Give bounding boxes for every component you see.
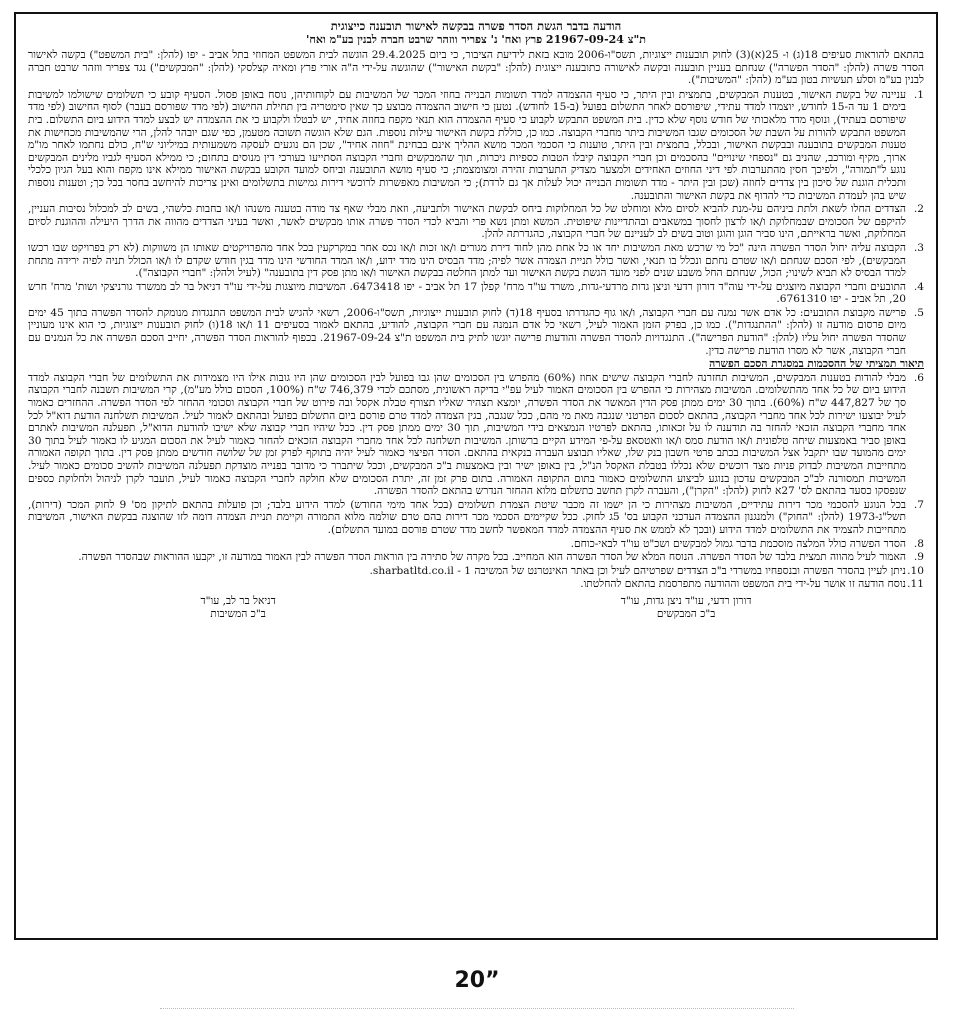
list-item (28, 578, 924, 591)
list-item (28, 551, 924, 564)
item-number: 4. (913, 280, 924, 293)
item-text: האמור לעיל מהווה תמצית בלבד של הסדר הפשרה. הנוסח המלא של הסדר הפשרה הוא המחייב. בכל מקרה של סתירה בין הוראות הסדר הפשרה לבין האמור במודעה זו, יקבעו ההוראות שבהסדר הפשרה. (78, 551, 906, 564)
notice-intro: בהתאם להוראות סעיפים 18(ג) ו- 25(א)(3) לחוק תובענות ייצוגיות, תשס"ו-2006 מובא בזאת לידיעת הציבור, כי ביום 29.4.2025 הוגשה לבית המשפט המחוזי בתל אביב - יפו (להלן: "בית המשפט") בקשה לאישור הסדר פשרה (להלן: "הסדר הפשרה") שנחתם בעניין תובענה ובקשה לאישורה כתובענה ייצוגית (להלן: "בקשת האישור") שהוגשה על-ידי ה"ה אורי פרץ ומאיה קצלסקי (להלן: "המבקשים") נגד צפריר ווזהר שרבט חברה לבנין בע"מ וסלע תעשיות בטון בע"מ (להלן: "המשיבות"). (28, 49, 924, 87)
list-item (28, 307, 924, 357)
item-number: 10. (907, 564, 924, 577)
list-item (28, 89, 924, 202)
list-item (28, 565, 924, 578)
list-item (28, 372, 924, 498)
notice-subtitle: ת"צ 21967-09-24 פרץ ואח' נ' צפריר ווזהר שרבט חברה לבנין בע"מ ואח' (306, 33, 646, 46)
item-number: 6. (913, 371, 924, 384)
signature-role: ב"כ המבקשים (656, 607, 716, 620)
item-text: הצדדים החלו לשאת ולתת ביניהם על-מנת להביא לסיום מלא ומוחלט של כל המחלוקות ביחס לבקשת האישור ולתביעה, וזאת מבלי שאף צד מודה בטענה משנהו ו/או בחבות כלשהי, בשים לב למכלול נסיבות העניין, להיקפם של הסכומים שבמחלוקת ו/או לרצון לחסוך במשאבים ובהתדיינות שיפוטית. המשא ומתן נשא פרי והביא לכדי הסדר פשרה אותו מבקשים לאשר, ואשר בעיני הצדדים מהווה את הדרך היעילה וההוגנת לסיום המחלוקת, ואשר בראייתם, הינו סביר הוגן והוגן וטוב בשים לב לעניינם של חברי הקבוצה, כהגדרתה להלן. (28, 203, 906, 241)
items-list (28, 89, 924, 357)
list-item (28, 499, 924, 537)
item-text: התובעים וחברי הקבוצה מיוצגים על-ידי עוה"ד דורון רדעי וניצן גדות מרדעי-גדות, משרד עו"ד מרח' קפלן 17 תל אביב - יפו 6473418. המשיבות מיוצגות על-ידי עו"ד דניאל בר לב ממשרד גורניצקי ושות' מרח' חרש 20, תל אביב - יפו 6761310. (28, 280, 907, 306)
item-text: עניינה של בקשת האישור, בטענות המבקשים, בתמצית ובין היתר, כי סעיף ההצמדה למדד תשומות הבנייה בחוזי המכר של המשיבות עם לקוחותיהן, נוסח באופן פסול. הסעיף קובע כי תשלומים שישולמו למשיבות בימים 1 עד ה-15 לחודש, יוצמדו למדד עתידי, שיפורסם לאחר התשלום בפועל (ב-15 לחודש). נטען כי חישוב ההצמדה מבוצע כך שאין סימטריה בין תחילת החישוב (לפי מדד שפורסם בעבר) לסוף החישוב (לפי מדד שיפורסם בעתיד), ונוסף מדד מלאכותי של חודש נוסף שלא כדין. בית המשפט התבקש לקבוע כי סעיף ההצמדה הוא תנאי מקפח בחוזה אחיד, יש לבטלו ולקבוע כי את ההצמדה יש לבצע למדד הידוע ביום התשלום. בית המשפט התבקש להורות על השבת של הסכומים שגבו המשיבות ביתר מחברי הקבוצה. כמו כן, כוללת בקשת האישור עילות נוספות. הגם שלא הוגשה תשובה מטעמן, כפי שגם יובהר להלן, הרי שהמשיבות מכחישות את טענות המבקשים בתובענה ובבקשת האישור, ובכלל, בתמצית ובין היתר, טוענות כי הסכמי המכר מושא ההליך אינם בבחינת "חוזה אחיד", שכן הם נוגעים לעסקה משמעותית במיליוני ש"ח, כולם נחתמו לאחר מו"מ ארוך, מקיף ומורכב, שהניב גם "נספחי שינויים" בהסכמים וכן חברי הקבוצה קיבלו הטבות כספיות ניכרות, תוך שהמבקשים וחברי הקבוצה הסתייעו בעורכי דין מנוסים בתחום; כי ממילא הסעיף לגביו מלינים המבקשים נוגע ל"תמורה", ולפיכך חסין מהתערבות לפי דיני החוזים האחידים ולמצער מצדיק התערבות זהירה ומצומצמת; כי סעיף מושא התובענה וביחס למועד הקובע בבקשת האישור ממילא אינו מקפח והוא בעל הגיון כלכלי ותכלית הוגנת של סיכון בין צדדים לחוזה (שכן ובין היתר - מדד תשומות הבנייה יכול לעלות אך גם לרדת); כי המשיבות מאפשרות לרוכשי דירות גמישות בתשלומים ואינן צריכות להיחשב בחסר בכל כך; וטענות נוספות שיש בהן לעמדת המשיבות כדי להדוף את בקשת האישור והתובענה. (28, 88, 906, 202)
signature-name: דורון רדעי, עו"ד ניצן גדות, עו"ד (620, 594, 752, 607)
page-bottom-rule (160, 1008, 794, 1013)
list-item (28, 538, 924, 551)
item-text: נוסח הודעה זו אושר על-ידי בית המשפט וההודעה מתפרסמת בהתאם להחלטתו. (580, 578, 906, 591)
item-text: פרישה מקבוצת התובעים: כל אדם אשר נמנה עם חברי הקבוצה, ו/או גוף כהגדרתו בסעיף 18(ד) לחוק תובענות ייצוגיות, תשס"ו-2006, רשאי להגיש לבית המשפט התנגדות מנומקת להסדר הפשרה בתוך 45 ימים מיום פרסום מודעה זו (להלן: "ההתנגדות"). כמו כן, בפרק הזמן האמור לעיל, רשאי כל אדם הנמנה עם חברי הקבוצה, להודיע, בהתאם לאמור בסעיפים 11 ו/או 18(ו) לחוק תובענות ייצוגיות, כי הוא אינו מעוניין שהסדר הפשרה יחול עליו (להלן: "הודעת הפרישה"). התנגדויות להסדר הפשרה והודעות פרישה יוגשו לתיק בית המשפט ת"צ 21967-09-24. בכפוף להוראות הסדר הפשרה, יחייב הסכם הפשרה את כל הנמנים עם חברי הקבוצה, אשר לא מסרו הודעת פרישה כדין. (28, 306, 906, 357)
item-number: 9. (913, 551, 924, 564)
page-number: 20” (454, 968, 500, 993)
signatures (28, 595, 924, 620)
list-item (28, 242, 924, 280)
item-number: 7. (913, 498, 924, 511)
list-item (28, 281, 924, 306)
item-number: 11. (907, 578, 924, 591)
item-text: הסדר הפשרה כולל המלצה מוסכמת בדבר גמול למבקשים ושכ"ט עו"ד לבאי-כוחם. (570, 537, 906, 550)
signature-block (201, 595, 276, 620)
item-number: 3. (913, 241, 924, 254)
item-number: 5. (913, 306, 924, 319)
section-heading: תיאור תמציתי של ההסכמות במסגרת הסכם הפשרה (709, 358, 924, 371)
item-text: מבלי להודות בטענות המבקשים, המשיבות תחזרנה לחברי הקבוצה שישים אחוז (60%) מהפרש בין הסכומים שהן גבו בפועל לבין הסכומים שהן היו גובות אילו היו מצמידות את התשלומים של חברי הקבוצה למדד הידוע ביום של כל אחד מהתשלומים. המשיבות מצהירות כי ההפרש בין הסכומים האמור לעיל עפ"י בדיקה ראשונית, מסתכם לכדי 746,379 ש"ח (100%, הסכום כולל מע"מ), קרי המשיבות תשבנה לחברי הקבוצה סך של 447,827 ש"ח (60%). בתוך 30 ימים ממתן פסק הדין המאשר את הסדר הפשרה, יומצא תצהיר שאליו תצורף טבלת אקסל ובה פירוט של חברי הקבוצה וסכומי ההחזר לפי הסדר הפשרה. ההחזרים כאמור לעיל יבוצעו ישירות לכל אחד מחברי הקבוצה, בהתאם לסכום הפרטני שנגבה מאת מי מהם, ככל שנגבה, בגין הצמדה למדד טרם פורסם ביום התשלום בפועל ובהתאם לאמור לעיל. המשיבות תשלחנה הודעת דוא"ל לכל אחד מחברי הקבוצה הזכאי להחזר בה תודענה לו על זכאותו, בהתאם לפרטיו הנמצאים בידי המשיבות, תוך 30 ימים ממתן פסק דין. ככל שיהיו חברי קבוצה שלא ישיבו להודעת הדוא"ל, תפעלנה המשיבות לאתרם באופן סביר באמצעות שיחה טלפונית ו/או הודעת סמס ו/או וואטסאפ על-פי המידע הקיים ברשותן. המשיבות תשלחנה לכל אחד מחברי הקבוצה הזכאים להחזר כאמור לעיל את הסכום המגיע לו כאמור לעיל בתוך 30 ימים מהמועד שבו יתקבל אצל המשיבות בכתב פרטי חשבון בנק שלו, שאליו תבוצע העברה בנקאית בהתאם. הסדר הפיצוי כאמור לעיל יהיה בתוקף לפרק זמן של שלושה חודשים ממתן פסק דין. בתוך תקופה האמורה מתחייבות המשיבות לבדוק פניות מצד רוכשים שלא נכללו בטבלת האקסל הנ"ל, בין באופן ישיר ובין באמצעות ב"כ המבקשים, וככל שיתברר כי מדובר בפנייה מוצדקת תפעלנה המשיבות להשיב סכומים כאמור לעיל. המשיבות תמסורנה לב"כ המבקשים עדכון בנוגע לביצוע התשלומים כאמור בתום התקופה האמורה. בתום פרק זמן זה, יתרת הסכומים שלא חולקה לחברי הקבוצה כאמור לעיל, תועבר לקרן לניהול ולחלוקת כספים שנפסקו כסעד בהתאם לס' 27א לחוק (להלן: "הקרן"), והעברה לקרן תחשב כתשלום מלוא ההחזר הנדרש בהתאם להסדר הפשרה. (28, 371, 907, 498)
item-text: ניתן לעיין בהסדר הפשרה ובנספחיו במשרדי ב"כ הצדדים שפרטיהם לעיל וכן באתר האינטרנט של המשיבה 1 - sharbatltd.co.il. (369, 564, 906, 577)
notice-title: הודעה בדבר הגשת הסדר פשרה בבקשה לאישור תובענה כייצוגית (330, 19, 622, 33)
signature-block (621, 595, 752, 620)
item-text: בכל הנוגע להסכמי מכר דירות עתידיים, המשיבות מצהירות כי הן ישמו זה מכבר שיטת הצמדת תשלומים (בכל אחד מימי החודש) למדד הידוע בלבד; וכן פועלות בהתאם לתיקון מס' 9 לחוק המכר (דירות), תשל"ג-1973 (להלן: "החוק") ולמנגנון ההצמדה העדכני הקבוע בס' 5ג לחוק. ככל שקיימים הסכמי מכר דירות בהם טרם שולמה מלוא התמורה וקיימת תניית הצמדה דומה לזו שהוצגה בבקשת האישור, המשיבות מתחייבות להצמיד את התשלומים למדד הידוע (ובכך לא לממש את סעיף ההצמדה למדד המאפשר לחשב מדד שטרם פורסם במועד התשלום). (28, 498, 906, 536)
signature-role: ב"כ המשיבות (210, 607, 266, 620)
list-item (28, 203, 924, 241)
item-number: 1. (913, 88, 924, 101)
signature-name: דניאל בר לב, עו"ד (200, 594, 276, 607)
notice-frame (14, 12, 938, 940)
item-number: 8. (913, 537, 924, 550)
items-list-2 (28, 372, 924, 591)
item-number: 2. (913, 203, 924, 216)
item-text: הקבוצה עליה יחול הסדר הפשרה הינה "כל מי שרכש מאת המשיבות יחד או כל אחת מהן לחוד דירת מגורים ו/או זכות ו/או נכס אחר במקרקעין בכל אחד מהפרויקטים שאותו הן משווקות (לא רק בפרויקט שבו רכשו המבקשים), לפי הסכם שנחתם ו/או שטרם נחתם ונכלל בו תנאי, ואשר כולל תניית הצמדה אשר לפיה; מדד הבסיס הינו מדד ידוע, ו/או המדד החודשי הינו מדד בגין חודש שקדם לו ו/או הכולל תניה לפיה ירידה מתחת למדד הבסיס לא תביא לשינוי; הכול, שנחתם החל משבע שנים לפני מועד הגשת בקשת האישור ועד למתן החלטה בבקשת האישור ו/או מתן פסק דין בתובענה" (לעיל ולהלן: "חברי הקבוצה"). (28, 241, 906, 280)
